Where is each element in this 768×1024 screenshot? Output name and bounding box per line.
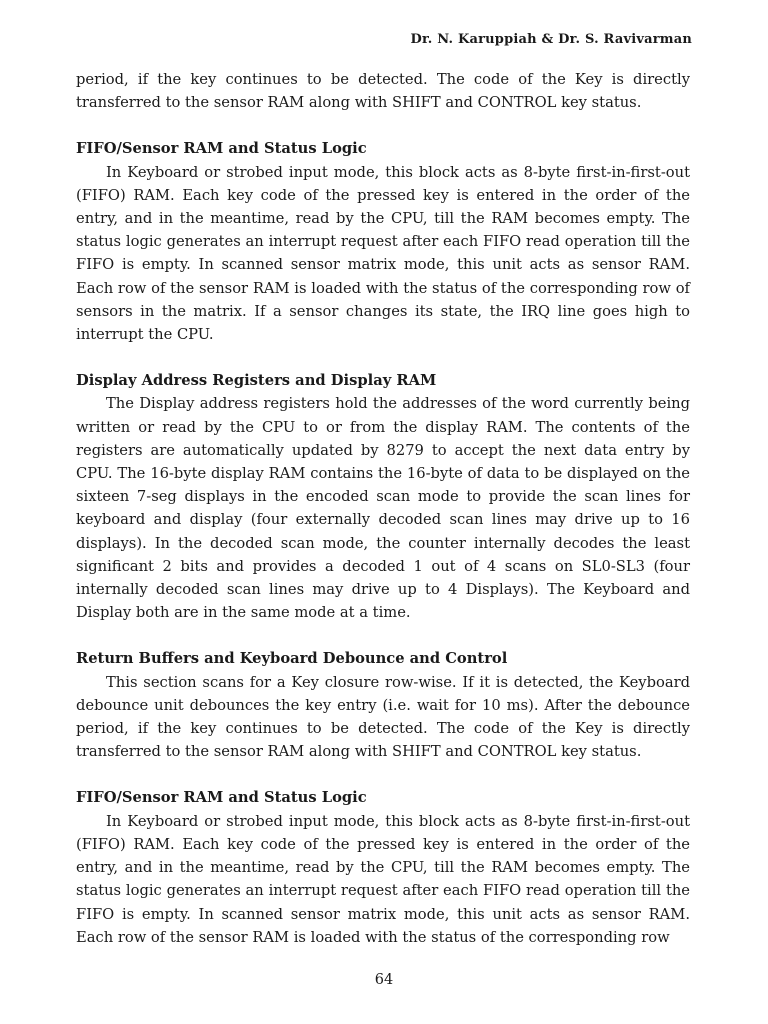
intro-paragraph: period, if the key continues to be detected. The code of the Key is directly transferred to the sensor RAM along with SHIFT and CONTROL key status. xyxy=(76,71,690,112)
page-body xyxy=(76,68,690,949)
section-heading: Display Address Registers and Display RAM xyxy=(76,372,437,390)
page-number: 64 xyxy=(374,972,394,988)
section-heading: FIFO/Sensor RAM and Status Logic xyxy=(76,140,367,158)
section-fifo-sensor-ram xyxy=(76,137,690,346)
section-paragraph: In Keyboard or strobed input mode, this block acts as 8-byte first-in-first-out (FIFO) RAM. Each key code of the pressed key is entered in the order of the entry, and in the meantime, read by the CPU, till the RAM becomes empty. The status logic generates an interrupt request after each FIFO read operation till the FIFO is empty. In scanned sensor matrix mode, this unit acts as sensor RAM. Each row of the sensor RAM is loaded with the status of the corresponding row xyxy=(76,812,690,946)
section-return-buffers xyxy=(76,647,690,763)
section-paragraph: This section scans for a Key closure row-wise. If it is detected, the Keyboard debounce unit debounces the key entry (i.e. wait for 10 ms). After the debounce period, if the key continues to be detected. The code of the Key is directly transferred to the sensor RAM along with SHIFT and CONTROL key status. xyxy=(76,673,690,761)
section-paragraph: The Display address registers hold the addresses of the word currently being written or read by the CPU to or from the display RAM. The contents of the registers are automatically updated by 8279 to accept the next data entry by CPU. The 16-byte display RAM contains the 16-byte of data to be displayed on the sixteen 7-seg displays in the encoded scan mode to provide the scan lines for keyboard and display (four externally decoded scan lines may drive up to 16 displays). In the decoded scan mode, the counter internally decodes the least significant 2 bits and provides a decoded 1 out of 4 scans on SL0-SL3 (four internally decoded scan lines may drive up to 4 Displays). The Keyboard and Display both are in the same mode at a time. xyxy=(76,395,690,622)
section-fifo-sensor-ram-repeat xyxy=(76,786,690,948)
section-paragraph: In Keyboard or strobed input mode, this block acts as 8-byte first-in-first-out (FIFO) RAM. Each key code of the pressed key is entered in the order of the entry, and in the meantime, read by the CPU, till the RAM becomes empty. The status logic generates an interrupt request after each FIFO read operation till the FIFO is empty. In scanned sensor matrix mode, this unit acts as sensor RAM. Each row of the sensor RAM is loaded with the status of the corresponding row of sensors in the matrix. If a sensor changes its state, the IRQ line goes high to interrupt the CPU. xyxy=(76,163,690,344)
section-heading: Return Buffers and Keyboard Debounce and Control xyxy=(76,650,508,668)
section-heading: FIFO/Sensor RAM and Status Logic xyxy=(76,789,367,807)
running-header: Dr. N. Karuppiah & Dr. S. Ravivarman xyxy=(410,32,692,47)
section-display-address-registers xyxy=(76,369,690,624)
